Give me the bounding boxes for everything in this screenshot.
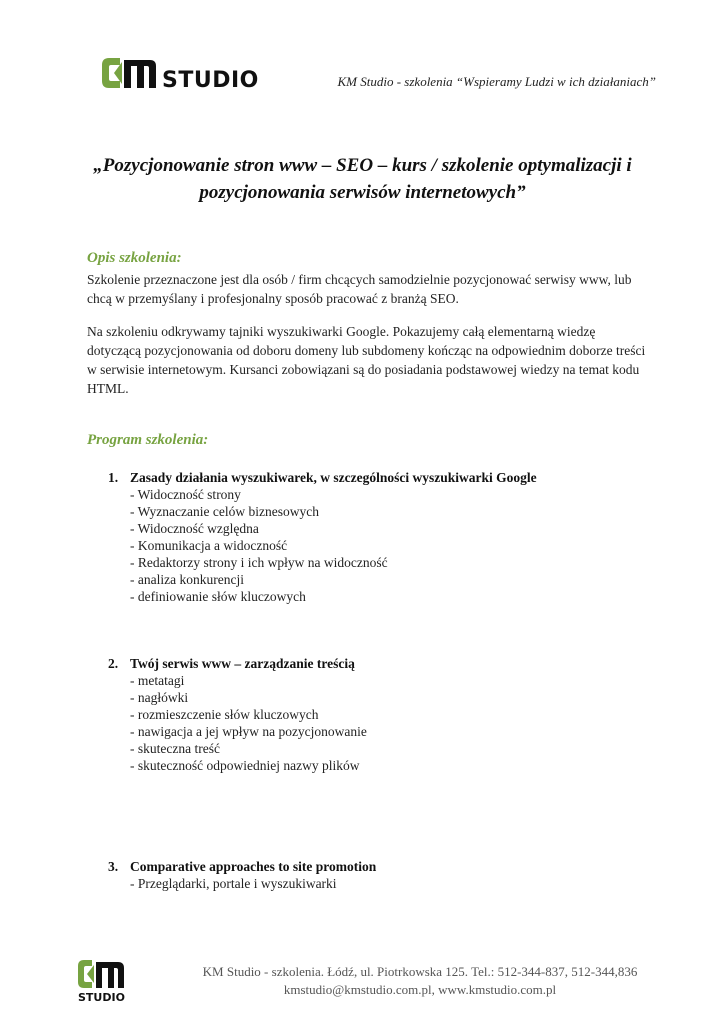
footer-contact: kmstudio@kmstudio.com.pl, www.kmstudio.com.pl <box>283 982 557 997</box>
list-item: - Przeglądarki, portale i wyszukiwarki <box>130 876 337 891</box>
list-item: - analiza konkurencji <box>130 572 244 587</box>
title-line-1: „Pozycjonowanie stron www – SEO – kurs / szkolenie optymalizacji i <box>93 155 632 176</box>
section-title-text: Comparative approaches to site promotion <box>130 859 377 874</box>
program-section-3 <box>108 858 648 892</box>
list-item: - Redaktorzy strony i ich wpływ na widoczność <box>130 555 388 570</box>
opis-heading: Opis szkolenia: <box>87 250 182 266</box>
list-item: - skuteczna treść <box>130 741 220 756</box>
list-item: - rozmieszczenie słów kluczowych <box>130 707 319 722</box>
list-item: - metatagi <box>130 673 185 688</box>
page-footer <box>190 963 650 999</box>
list-item: - nagłówki <box>130 690 189 705</box>
program-section-1 <box>108 469 648 605</box>
opis-paragraph-2: Na szkoleniu odkrywamy tajniki wyszukiwarki Google. Pokazujemy całą elementarną wiedzę dotyczącą pozycjonowania od doboru domeny lub subdomeny kończąc na odpowiednim doborze treści w serwisie internetowym. Kursanci zobowiązani są do posiadania podstawowej wiedzy na temat kodu HTML. <box>87 324 646 396</box>
document-title <box>70 152 655 206</box>
program-section-title <box>108 858 648 875</box>
list-item: - Widoczność względna <box>130 521 259 536</box>
opis-paragraph-1: Szkolenie przeznaczone jest dla osób / firm chcących samodzielnie pozycjonować serwisy www, lub chcą w przemyślany i profesjonalny sposób pracować z branżą SEO. <box>87 272 632 306</box>
list-item: - Wyznaczanie celów biznesowych <box>130 504 319 519</box>
km-studio-footer-logo <box>76 958 132 1004</box>
program-heading: Program szkolenia: <box>87 432 209 448</box>
list-item: - skuteczność odpowiedniej nazwy plików <box>130 758 360 773</box>
section-title-text: Zasady działania wyszukiwarek, w szczególności wyszukiwarki Google <box>130 470 537 485</box>
section-number: 3. <box>108 859 119 874</box>
footer-address: KM Studio - szkolenia. Łódź, ul. Piotrkowska 125. Tel.: 512-344-837, 512-344,836 <box>202 964 638 979</box>
section-number: 2. <box>108 656 119 671</box>
list-item: - Komunikacja a widoczność <box>130 538 288 553</box>
list-item: - nawigacja a jej wpływ na pozycjonowanie <box>130 724 367 739</box>
km-studio-logo <box>100 54 272 92</box>
list-item: - definiowanie słów kluczowych <box>130 589 306 604</box>
header-tagline: KM Studio - szkolenia “Wspieramy Ludzi w ich działaniach” <box>337 74 656 89</box>
section-number: 1. <box>108 470 119 485</box>
program-section-title <box>108 469 648 486</box>
program-section-title <box>108 655 648 672</box>
section-title-text: Twój serwis www – zarządzanie treścią <box>130 656 355 671</box>
program-section-2 <box>108 655 648 774</box>
page-header <box>100 54 660 94</box>
svg-text:STUDIO: STUDIO <box>78 991 125 1004</box>
list-item: - Widoczność strony <box>130 487 241 502</box>
svg-text:STUDIO: STUDIO <box>162 68 259 92</box>
title-line-2: pozycjonowania serwisów internetowych” <box>199 182 526 203</box>
